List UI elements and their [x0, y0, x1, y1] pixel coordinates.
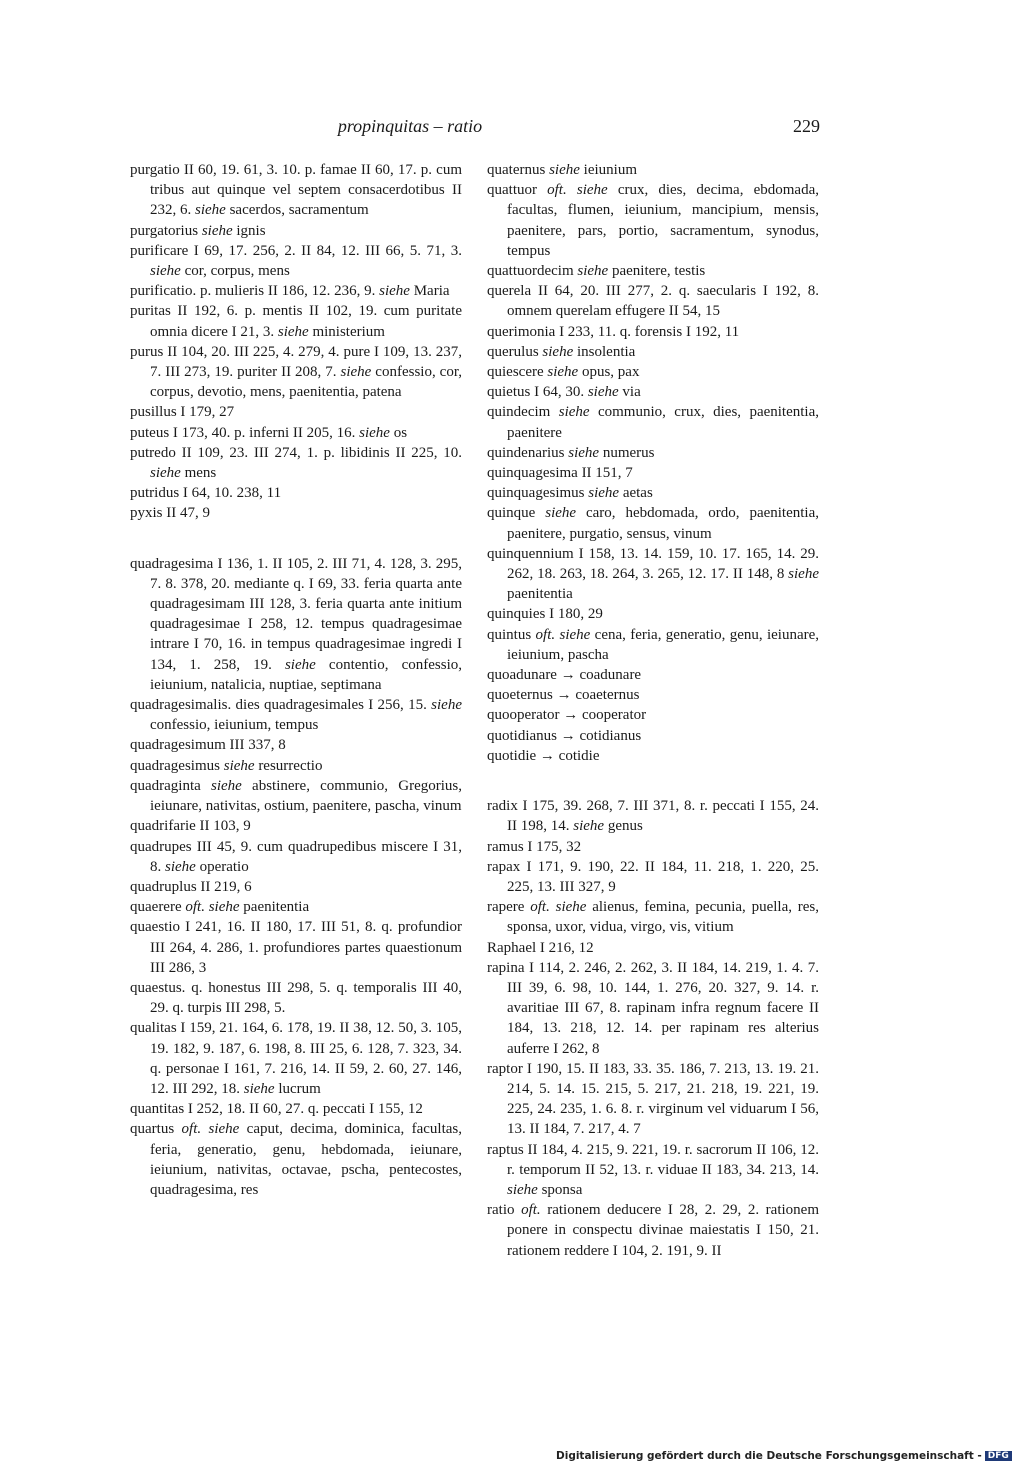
cross-reference-marker: siehe — [277, 323, 309, 340]
running-title: propinquitas – ratio — [337, 116, 483, 136]
index-entry: ratio oft. rationem deducere I 28, 2. 29, 2. rationem ponere in conspectu divinae maiestatis I 150, 21. rationem reddere I 104, 2. 191, 9. II — [487, 1202, 819, 1259]
cross-reference-marker: siehe — [243, 1080, 275, 1097]
page-number: 229 — [793, 116, 820, 136]
dfg-logo: DFG — [985, 1451, 1012, 1461]
index-entry: puteus I 173, 40. p. inferni II 205, 16. siehe os — [130, 424, 408, 441]
index-entry: quinquagesimus siehe aetas — [487, 485, 653, 502]
index-entry: quadruplus II 219, 6 — [130, 878, 252, 895]
cross-reference-marker: siehe — [208, 1121, 240, 1138]
index-entry: quooperator → cooperator — [487, 707, 647, 724]
cross-reference-marker: oft. — [521, 1202, 541, 1219]
index-entry: purificatio. p. mulieris II 186, 12. 236, 9. siehe Maria — [130, 283, 450, 300]
index-entry: purificare I 69, 17. 256, 2. II 84, 12. III 66, 5. 71, 3. siehe cor, corpus, mens — [130, 242, 462, 280]
index-entry: purgatio II 60, 19. 61, 3. 10. p. famae II 60, 17. p. cum tribus aut quinque vel septem consacerdotibus II 232, 6. siehe sacerdos, sacramentum — [130, 162, 462, 219]
index-entry: quaestio I 241, 16. II 180, 17. III 51, 8. q. profundior III 264, 4. 286, 1. profundiores partes quaestionum III 286, 3 — [130, 919, 462, 976]
index-entry: quiescere siehe opus, pax — [487, 364, 640, 381]
cross-reference-marker: siehe — [573, 818, 605, 835]
index-entry: quattuordecim siehe paenitere, testis — [487, 263, 706, 280]
cross-reference-marker: siehe — [507, 1181, 538, 1198]
index-entry: radix I 175, 39. 268, 7. III 371, 8. r. peccati I 155, 24. II 198, 14. siehe genus — [487, 798, 819, 835]
index-entry: quinque siehe caro, hebdomada, ordo, paenitentia, paenitere, purgatio, sensus, vinum — [487, 505, 820, 542]
index-entry: puritas II 192, 6. p. mentis II 102, 19. cum puritate omnia dicere I 21, 3. siehe ministerium — [130, 303, 462, 340]
index-entry: quadragesimalis. dies quadragesimales I 256, 15. siehe confessio, ieiunium, tempus — [130, 697, 462, 734]
index-entry: quadrupes III 45, 9. cum quadrupedibus miscere I 31, 8. siehe operatio — [130, 838, 462, 875]
cross-reference-marker: siehe — [576, 182, 608, 199]
cross-reference-marker: siehe — [545, 505, 577, 522]
cross-reference-marker: siehe — [165, 858, 196, 875]
cross-reference-marker: siehe — [577, 263, 609, 280]
index-entry: pyxis II 47, 9 — [130, 505, 210, 522]
section-gap — [487, 766, 819, 796]
index-entry: quindenarius siehe numerus — [487, 444, 655, 461]
left-column — [130, 160, 462, 1200]
cross-reference-marker: siehe — [150, 263, 181, 280]
index-entry: quadragesimum III 337, 8 — [130, 737, 286, 754]
cross-reference-marker: siehe — [208, 899, 240, 916]
cross-reference-marker: siehe — [150, 465, 181, 482]
index-entry: quinquies I 180, 29 — [487, 606, 603, 623]
cross-reference-marker: siehe — [568, 444, 600, 461]
index-entry: querulus siehe insolentia — [487, 343, 636, 360]
index-entry: quattuor oft. siehe crux, dies, decima, ebdomada, facultas, flumen, ieiunium, mancipium, mensis, paenitere, pars, portio, sacramentum, synodus, tempus — [487, 182, 819, 259]
cross-reference-marker: siehe — [431, 697, 462, 714]
index-entry: putredo II 109, 23. III 274, 1. p. libidinis II 225, 10. siehe mens — [130, 444, 462, 482]
cross-reference-marker: oft. — [530, 899, 550, 916]
cross-reference-marker: oft. — [185, 899, 205, 916]
cross-reference-marker: siehe — [555, 899, 587, 916]
index-entry: quantitas I 252, 18. II 60, 27. q. peccati I 155, 12 — [130, 1101, 423, 1118]
index-entry: querimonia I 233, 11. q. forensis I 192, 11 — [487, 323, 740, 340]
index-entry: raptor I 190, 15. II 183, 33. 35. 186, 7. 213, 13. 19. 21. 214, 5. 14. 15. 215, 5. 217, 21. 218, 19. 221, 19. 225, 24. 235, 1. 6. 8. r. virginum vel viduarum I 56, 13. II 184, 7. 217, 4. 7 — [487, 1060, 819, 1138]
index-entry: quartus oft. siehe caput, decima, dominica, facultas, feria, generatio, genu, hebdomada, ieiunare, ieiunium, nativitas, octavae, pscha, pentecostes, quadragesima, res — [130, 1121, 462, 1198]
index-entry: pusillus I 179, 27 — [130, 404, 235, 421]
cross-reference-marker: siehe — [211, 777, 242, 794]
index-entry: quadragesimus siehe resurrectio — [130, 757, 323, 774]
index-entry: quaerere oft. siehe paenitentia — [130, 899, 310, 916]
index-entry: raptus II 184, 4. 215, 9. 221, 19. r. sacrorum II 106, 12. r. temporum II 52, 13. r. viduae II 183, 34. 213, 14. siehe sponsa — [487, 1141, 819, 1198]
cross-reference-marker: siehe — [587, 384, 619, 401]
index-entry: quoadunare → coadunare — [487, 667, 642, 684]
index-entry: quotidianus → cotidianus — [487, 727, 642, 744]
cross-reference-marker: oft. — [181, 1121, 202, 1138]
index-entry: purus II 104, 20. III 225, 4. 279, 4. pure I 109, 13. 237, 7. III 273, 19. puriter II 208, 7. siehe confessio, cor, corpus, devotio, mens, paenitentia, patena — [130, 343, 462, 401]
index-entry: rapere oft. siehe alienus, femina, pecunia, puella, res, sponsa, uxor, vidua, virgo, vis, vitium — [487, 899, 820, 936]
cross-reference-marker: siehe — [223, 757, 255, 774]
index-entry: putridus I 64, 10. 238, 11 — [130, 485, 282, 502]
credit-text: Digitalisierung gefördert durch die Deutsche Forschungsgemeinschaft - — [556, 1450, 982, 1462]
index-entry: quadraginta siehe abstinere, communio, Gregorius, ieiunare, nativitas, ostium, paenitere, pascha, vinum — [130, 777, 462, 815]
index-entry: rapina I 114, 2. 246, 2. 262, 3. II 184, 14. 219, 1. 4. 7. III 39, 6. 98, 10. 144, 1. 276, 20. 327, 9. 14. r. avaritiae III 67, 8. rapinam infra regnum facere II 184, 13. 218, 12. 14. per rapinam res alterius auferre I 262, 8 — [487, 959, 819, 1057]
index-entry: quaestus. q. honestus III 298, 5. q. temporalis III 40, 29. q. turpis III 298, 5. — [130, 979, 462, 1017]
cross-reference-marker: siehe — [559, 626, 591, 643]
index-entry: quindecim siehe communio, crux, dies, paenitentia, paenitere — [487, 404, 819, 441]
cross-reference-marker: siehe — [549, 162, 580, 178]
index-entry: rapax I 171, 9. 190, 22. II 184, 11. 218, 1. 220, 25. 225, 13. III 327, 9 — [487, 858, 819, 895]
cross-reference-marker: siehe — [588, 485, 620, 502]
index-entry: quadragesima I 136, 1. II 105, 2. III 71, 4. 128, 3. 295, 7. 8. 378, 20. mediante q. I 69, 33. feria quarta ante quadragesimam III 128, 3. feria quarta ante initium quadragesimae I 258, 12. tempus quadragesimae intrare I 70, 16. in tempus quadragesimae ingredi I 134, 1. 258, 19. siehe contentio, confessio, ieiunium, natalicia, nuptiae, septimana — [130, 555, 462, 693]
digitization-credit — [556, 1450, 1009, 1466]
right-column — [487, 160, 819, 1261]
index-entry: Raphael I 216, 12 — [487, 939, 594, 956]
index-entry: quietus I 64, 30. siehe via — [487, 384, 641, 401]
index-entry: qualitas I 159, 21. 164, 6. 178, 19. II 38, 12. 50, 3. 105, 19. 182, 9. 187, 6. 198, 8. III 25, 6. 128, 7. 323, 34. q. personae I 161, 7. 216, 14. II 59, 2. 60, 27. 146, 12. III 292, 18. siehe lucrum — [130, 1020, 462, 1097]
index-entry: purgatorius siehe ignis — [130, 222, 266, 239]
cross-reference-marker: siehe — [547, 364, 579, 381]
cross-reference-marker: siehe — [788, 566, 819, 583]
cross-reference-marker: siehe — [201, 222, 233, 239]
page-header — [130, 112, 820, 142]
cross-reference-marker: siehe — [284, 656, 316, 673]
cross-reference-marker: siehe — [379, 283, 410, 300]
index-entry: quadrifarie II 103, 9 — [130, 818, 251, 835]
cross-reference-marker: siehe — [542, 343, 574, 360]
index-entry: quintus oft. siehe cena, feria, generatio, genu, ieiunare, ieiunium, pascha — [487, 626, 820, 663]
index-entry: quaternus siehe ieiunium — [487, 162, 637, 178]
index-entry: quinquennium I 158, 13. 14. 159, 10. 17. 165, 14. 29. 262, 18. 263, 18. 264, 3. 265, 12. 17. II 148, 8 siehe paenitentia — [487, 545, 819, 603]
cross-reference-marker: siehe — [195, 202, 226, 219]
index-entry: quotidie → cotidie — [487, 747, 600, 764]
section-gap — [130, 524, 462, 554]
index-entry: querela II 64, 20. III 277, 2. q. saecularis I 192, 8. omnem querelam effugere II 54, 15 — [487, 283, 819, 320]
index-entry: quinquagesima II 151, 7 — [487, 465, 633, 482]
cross-reference-marker: oft. — [547, 182, 567, 199]
cross-reference-marker: oft. — [535, 626, 556, 643]
index-entry: quoeternus → coaeternus — [487, 687, 640, 704]
cross-reference-marker: siehe — [558, 404, 590, 421]
index-entry: ramus I 175, 32 — [487, 838, 582, 855]
cross-reference-marker: siehe — [340, 364, 372, 381]
cross-reference-marker: siehe — [359, 424, 390, 441]
